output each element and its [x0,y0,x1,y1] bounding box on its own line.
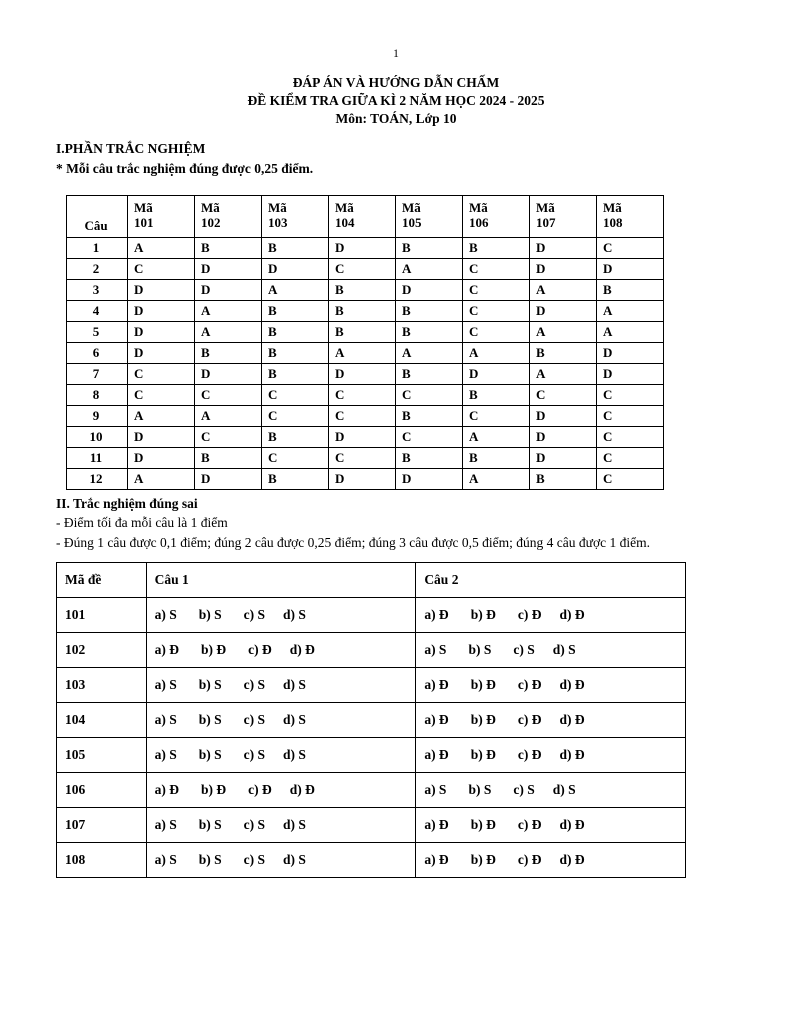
sub-answer: d) S [552,782,576,798]
sub-answer: a) Đ [424,817,449,833]
sub-answer: d) Đ [559,747,585,763]
table-row [67,279,664,300]
true-false-answer-table [56,562,686,878]
column-header-code-104 [329,195,396,237]
answer-cell: A [463,342,530,363]
question-1-answers [146,808,416,843]
answer-cell: D [530,300,597,321]
multiple-choice-answer-table [66,195,664,490]
answer-cell: A [128,405,195,426]
title-line-2: ĐỀ KIỂM TRA GIỮA KÌ 2 NĂM HỌC 2024 - 2025 [247,93,545,109]
answer-cell: A [262,279,329,300]
table-row [57,843,686,878]
sub-answer: b) Đ [470,712,496,728]
sub-answer: c) S [243,677,266,693]
answer-cell: C [463,300,530,321]
answer-cell: C [329,405,396,426]
answer-cell: C [195,384,262,405]
answer-cell: B [463,237,530,258]
question-2-answers [416,668,686,703]
row-question-number: 1 [67,237,128,258]
sub-answer: c) S [243,817,266,833]
sub-answer: a) Đ [424,712,449,728]
title-line-1: ĐÁP ÁN VÀ HƯỚNG DẪN CHẤM [292,75,500,90]
answer-cell: B [329,321,396,342]
row-question-number: 5 [67,321,128,342]
table-row [67,258,664,279]
sub-answer: b) S [468,642,492,658]
part2-note-2: - Đúng 1 câu được 0,1 điểm; đúng 2 câu được 0,25 điểm; đúng 3 câu được 0,5 điểm; đúng 4 câu được 1 điểm. [56,534,650,550]
exam-code-cell: 102 [57,633,147,668]
code-label-bottom: 101 [134,215,154,231]
exam-code-cell: 104 [57,703,147,738]
question-1-answers [146,738,416,773]
sub-answer: b) Đ [470,852,496,868]
exam-code-cell: 108 [57,843,147,878]
sub-answer: a) Đ [424,747,449,763]
code-label-top: Mã [134,200,153,216]
row-question-number: 6 [67,342,128,363]
answer-cell: B [463,384,530,405]
answer-cell: B [262,363,329,384]
sub-answer: c) S [243,607,266,623]
question-1-answers [146,598,416,633]
sub-answer: d) S [283,712,306,728]
question-2-answers [416,633,686,668]
sub-answer: a) Đ [424,852,449,868]
answer-cell: B [262,468,329,489]
question-1-answers [146,633,416,668]
answer-cell: D [530,237,597,258]
answer-cell: A [128,237,195,258]
sub-answer: a) S [154,852,177,868]
sub-answer: d) S [552,642,576,658]
table-row [57,668,686,703]
answer-cell: C [463,321,530,342]
answer-cell: C [128,363,195,384]
sub-answer: c) Đ [517,677,542,693]
page-number: 1 [393,48,399,60]
answer-cell: D [530,426,597,447]
answer-cell: B [262,342,329,363]
column-header-question-label: Câu [84,217,108,233]
sub-answer: c) S [243,852,266,868]
column-header-question-2: Câu 2 [416,563,686,598]
exam-code-cell: 106 [57,773,147,808]
sub-answer: c) Đ [517,747,542,763]
question-2-answers [416,738,686,773]
table-row [67,384,664,405]
tf-table-body [57,598,686,878]
sub-answer: a) S [154,817,177,833]
sub-answer: c) Đ [517,712,542,728]
answer-cell: C [329,258,396,279]
table-row [57,808,686,843]
code-label-bottom: 104 [335,215,355,231]
sub-answer: a) Đ [424,607,449,623]
table-row [57,773,686,808]
answer-cell: D [597,258,664,279]
answer-cell: A [329,342,396,363]
answer-cell: D [396,279,463,300]
part2-note-1: - Điểm tối đa mỗi câu là 1 điểm [56,514,228,530]
answer-cell: D [329,363,396,384]
row-question-number: 4 [67,300,128,321]
row-question-number: 7 [67,363,128,384]
answer-cell: C [128,258,195,279]
sub-answer: b) Đ [470,607,496,623]
answer-cell: B [396,363,463,384]
sub-answer: d) S [283,817,306,833]
answer-cell: B [396,321,463,342]
code-label-bottom: 108 [603,215,623,231]
table-row [57,633,686,668]
answer-cell: D [195,258,262,279]
answer-cell: C [597,237,664,258]
code-label-top: Mã [402,200,421,216]
sub-answer: a) S [424,642,447,658]
row-question-number: 11 [67,447,128,468]
answer-cell: A [128,468,195,489]
sub-answer: d) Đ [559,817,585,833]
answer-cell: B [530,342,597,363]
answer-cell: D [128,321,195,342]
row-question-number: 9 [67,405,128,426]
answer-cell: D [329,426,396,447]
title-line-3: Môn: TOÁN, Lớp 10 [335,111,457,127]
sub-answer: d) S [283,607,306,623]
answer-cell: D [530,258,597,279]
answer-cell: A [530,321,597,342]
answer-cell: C [597,384,664,405]
answer-cell: B [463,447,530,468]
mcq-table-body [67,237,664,489]
table-row [67,237,664,258]
answer-cell: C [262,384,329,405]
row-question-number: 3 [67,279,128,300]
sub-answer: b) S [468,782,492,798]
answer-cell: B [262,321,329,342]
answer-cell: D [597,363,664,384]
part1-note: * Mỗi câu trắc nghiệm đúng được 0,25 điểm. [56,160,314,176]
answer-cell: B [195,237,262,258]
table-row [57,703,686,738]
question-1-answers [146,843,416,878]
answer-cell: B [530,468,597,489]
question-2-answers [416,598,686,633]
row-question-number: 12 [67,468,128,489]
sub-answer: b) Đ [201,782,227,798]
code-label-bottom: 102 [201,215,221,231]
code-label-bottom: 106 [469,215,489,231]
answer-cell: A [396,258,463,279]
answer-cell: D [463,363,530,384]
sub-answer: d) Đ [559,712,585,728]
answer-cell: B [597,279,664,300]
answer-cell: C [262,405,329,426]
question-2-answers [416,808,686,843]
part2-heading: II. Trắc nghiệm đúng sai [56,495,198,511]
answer-cell: C [329,384,396,405]
sub-answer: b) S [198,607,222,623]
question-2-answers [416,843,686,878]
sub-answer: b) Đ [470,817,496,833]
answer-cell: C [597,468,664,489]
answer-cell: D [128,279,195,300]
answer-cell: A [463,468,530,489]
table-row [57,598,686,633]
sub-answer: d) Đ [559,677,585,693]
sub-answer: a) Đ [154,782,180,798]
sub-answer: c) Đ [517,852,542,868]
sub-answer: c) S [243,712,266,728]
answer-cell: C [530,384,597,405]
table-row [67,447,664,468]
sub-answer: c) Đ [517,607,542,623]
sub-answer: a) Đ [154,642,180,658]
answer-cell: C [463,279,530,300]
answer-cell: D [530,447,597,468]
table-row [67,321,664,342]
table-row [67,426,664,447]
column-header-question [67,195,128,237]
question-1-answers [146,703,416,738]
code-label-top: Mã [603,200,622,216]
answer-cell: A [195,321,262,342]
column-header-code-108 [597,195,664,237]
answer-cell: C [195,426,262,447]
answer-cell: A [195,300,262,321]
part1-heading: I.PHẦN TRẮC NGHIỆM [56,140,206,156]
exam-code-cell: 105 [57,738,147,773]
answer-cell: A [195,405,262,426]
row-question-number: 10 [67,426,128,447]
sub-answer: b) S [198,712,222,728]
sub-answer: b) Đ [201,642,227,658]
sub-answer: d) Đ [559,852,585,868]
table-header-row [57,563,686,598]
table-header-row [67,195,664,237]
answer-cell: C [329,447,396,468]
column-header-code-101 [128,195,195,237]
answer-cell: D [195,468,262,489]
table-row [67,363,664,384]
row-question-number: 8 [67,384,128,405]
sub-answer: a) S [154,677,177,693]
table-row [57,738,686,773]
answer-cell: B [396,300,463,321]
column-header-code-102 [195,195,262,237]
column-header-code-103 [262,195,329,237]
table-row [67,468,664,489]
sub-answer: a) S [424,782,447,798]
table-row [67,342,664,363]
sub-answer: b) S [198,817,222,833]
table-row [67,300,664,321]
document-title [56,74,736,129]
answer-cell: C [597,405,664,426]
sub-answer: b) S [198,852,222,868]
question-2-answers [416,773,686,808]
answer-cell: C [396,426,463,447]
sub-answer: c) S [513,782,535,798]
sub-answer: d) Đ [289,782,315,798]
exam-code-cell: 101 [57,598,147,633]
sub-answer: d) S [283,852,306,868]
sub-answer: a) S [154,747,177,763]
sub-answer: d) Đ [559,607,585,623]
answer-cell: D [128,300,195,321]
answer-cell: B [262,237,329,258]
answer-cell: A [597,300,664,321]
sub-answer: a) S [154,712,177,728]
answer-cell: C [597,447,664,468]
answer-cell: D [597,342,664,363]
sub-answer: b) Đ [470,677,496,693]
sub-answer: d) S [283,747,306,763]
answer-cell: B [329,279,396,300]
answer-cell: D [195,363,262,384]
answer-cell: C [463,258,530,279]
answer-cell: A [396,342,463,363]
sub-answer: c) Đ [248,782,272,798]
code-label-top: Mã [469,200,488,216]
answer-cell: C [396,384,463,405]
sub-answer: a) Đ [424,677,449,693]
answer-cell: D [128,342,195,363]
answer-cell: D [530,405,597,426]
sub-answer: c) S [243,747,266,763]
answer-cell: B [329,300,396,321]
answer-cell: A [463,426,530,447]
answer-cell: D [262,258,329,279]
exam-code-cell: 103 [57,668,147,703]
answer-cell: C [463,405,530,426]
answer-cell: D [128,447,195,468]
row-question-number: 2 [67,258,128,279]
sub-answer: b) S [198,747,222,763]
column-header-code-107 [530,195,597,237]
answer-cell: A [530,279,597,300]
sub-answer: b) S [198,677,222,693]
code-label-bottom: 107 [536,215,556,231]
answer-cell: D [329,237,396,258]
code-label-top: Mã [201,200,220,216]
answer-cell: B [195,447,262,468]
answer-cell: A [597,321,664,342]
answer-cell: B [262,426,329,447]
question-2-answers [416,703,686,738]
answer-cell: A [530,363,597,384]
column-header-code-106 [463,195,530,237]
sub-answer: d) S [283,677,306,693]
sub-answer: c) Đ [248,642,272,658]
sub-answer: c) Đ [517,817,542,833]
code-label-top: Mã [335,200,354,216]
sub-answer: d) Đ [289,642,315,658]
answer-cell: D [396,468,463,489]
answer-cell: C [597,426,664,447]
code-label-bottom: 103 [268,215,288,231]
answer-cell: D [195,279,262,300]
question-1-answers [146,668,416,703]
column-header-code-105 [396,195,463,237]
answer-cell: B [396,447,463,468]
code-label-top: Mã [268,200,287,216]
answer-cell: B [262,300,329,321]
column-header-question-1: Câu 1 [146,563,416,598]
answer-cell: C [262,447,329,468]
table-row [67,405,664,426]
answer-cell: B [396,237,463,258]
answer-cell: B [195,342,262,363]
column-header-exam-code: Mã đề [57,563,147,598]
sub-answer: c) S [513,642,535,658]
answer-cell: C [128,384,195,405]
code-label-bottom: 105 [402,215,422,231]
code-label-top: Mã [536,200,555,216]
question-1-answers [146,773,416,808]
exam-code-cell: 107 [57,808,147,843]
answer-cell: B [396,405,463,426]
answer-cell: D [128,426,195,447]
sub-answer: a) S [154,607,177,623]
answer-cell: D [329,468,396,489]
sub-answer: b) Đ [470,747,496,763]
